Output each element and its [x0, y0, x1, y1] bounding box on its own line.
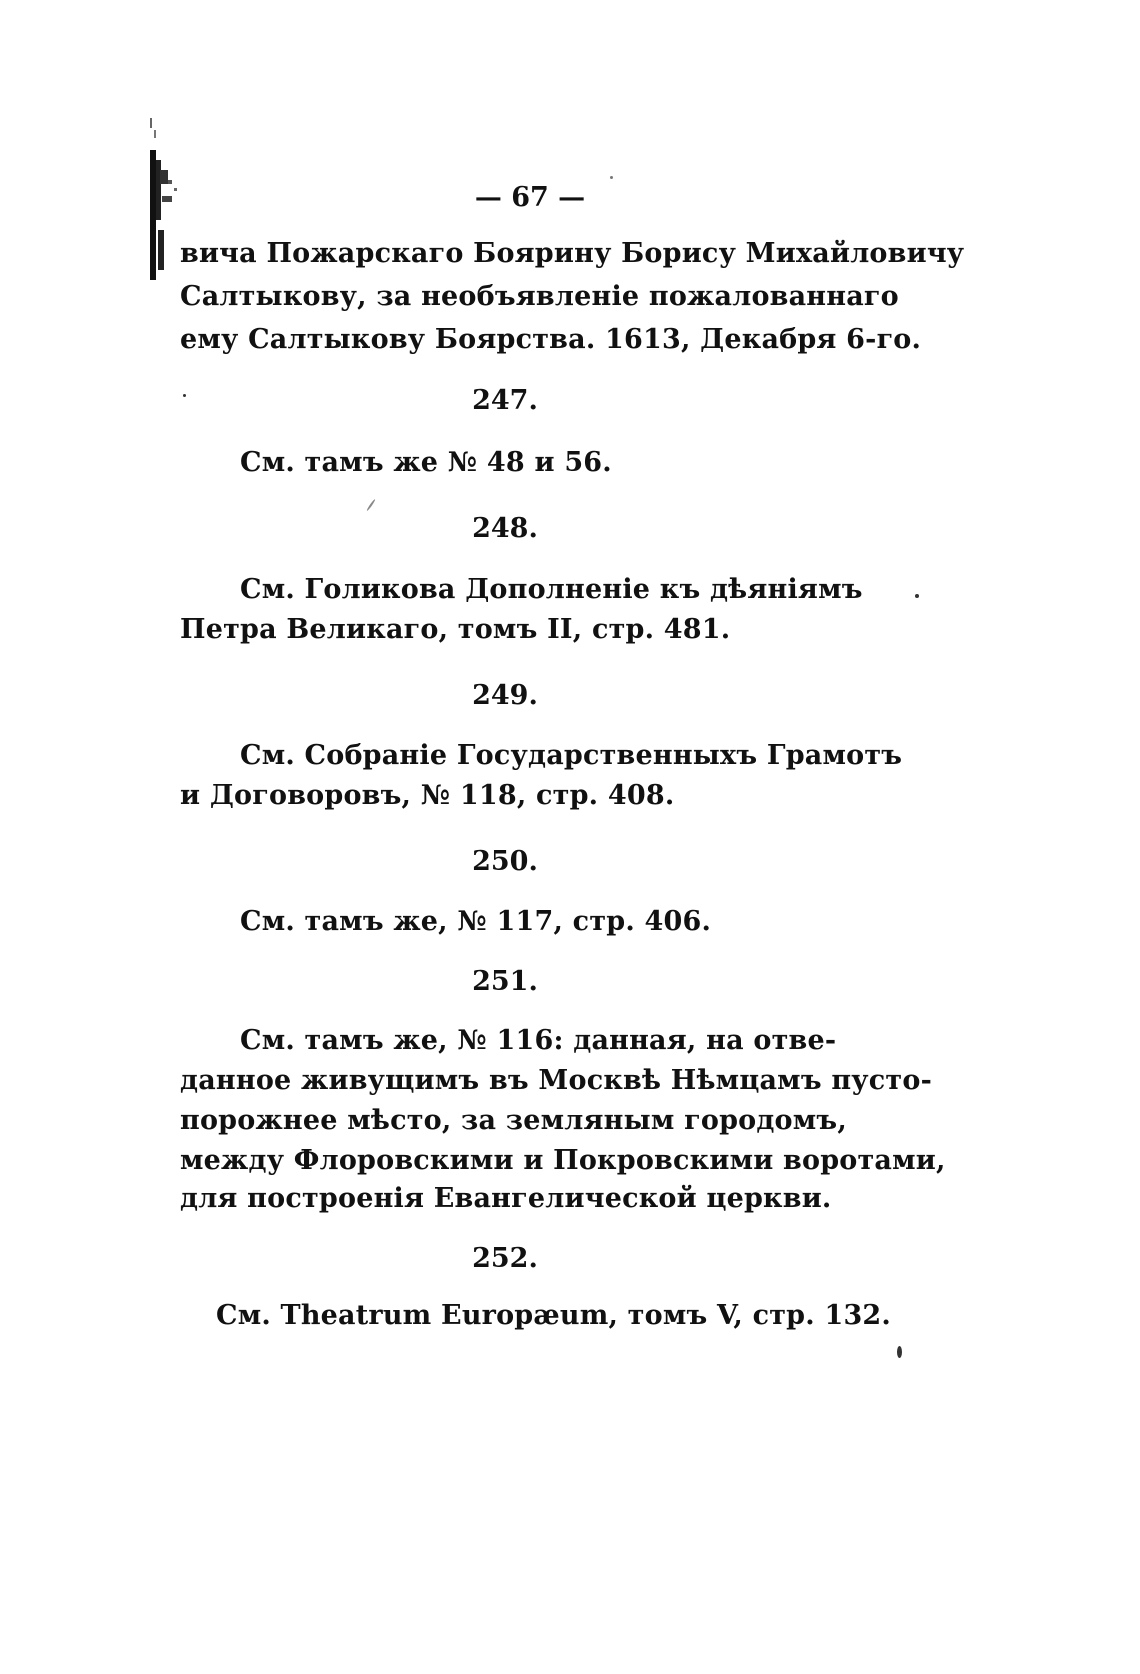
entry-252-line-1: См. Theatrum Europæum, томъ V, стр. 132.	[216, 1300, 892, 1331]
entry-number-250: 250.	[472, 846, 538, 877]
entry-number-247: 247.	[472, 385, 538, 416]
entry-248-line-1: См. Голикова Дополненіе къ дѣяніямъ	[240, 574, 863, 605]
entry-249-line-1: См. Собраніе Государственныхъ Грамотъ	[240, 740, 903, 771]
entry-251-line-5: для построенія Евангелической церкви.	[180, 1183, 832, 1214]
entry-number-249: 249.	[472, 680, 538, 711]
entry-number-251: 251.	[472, 966, 538, 997]
scan-speck	[915, 594, 919, 598]
scan-speck	[366, 499, 376, 512]
entry-250-line-1: См. тамъ же, № 117, стр. 406.	[240, 906, 712, 937]
entry-number-252: 252.	[472, 1243, 538, 1274]
scan-speck	[183, 394, 186, 397]
entry-247-line-1: См. тамъ же № 48 и 56.	[240, 447, 612, 478]
intro-line-1: вича Пожарскаго Боярину Борису Михайловичу	[180, 238, 965, 269]
entry-249-line-2: и Договоровъ, № 118, стр. 408.	[180, 780, 675, 811]
entry-248-line-2: Петра Великаго, томъ II, стр. 481.	[180, 614, 731, 645]
intro-line-3: ему Салтыкову Боярства. 1613, Декабря 6-го.	[180, 324, 922, 355]
page-number: — 67 —	[474, 182, 586, 213]
entry-251-line-3: порожнее мѣсто, за земляным городомъ,	[180, 1105, 847, 1136]
entry-251-line-2: данное живущимъ въ Москвѣ Нѣмцамъ пусто-	[180, 1065, 932, 1096]
scan-speck	[610, 176, 613, 179]
intro-line-2: Салтыкову, за необъявленіе пожалованнаго	[180, 281, 899, 312]
scan-speck	[897, 1346, 902, 1358]
entry-number-248: 248.	[472, 513, 538, 544]
entry-251-line-4: между Флоровскими и Покровскими воротами,	[180, 1145, 946, 1176]
entry-251-line-1: См. тамъ же, № 116: данная, на отве-	[240, 1025, 837, 1056]
